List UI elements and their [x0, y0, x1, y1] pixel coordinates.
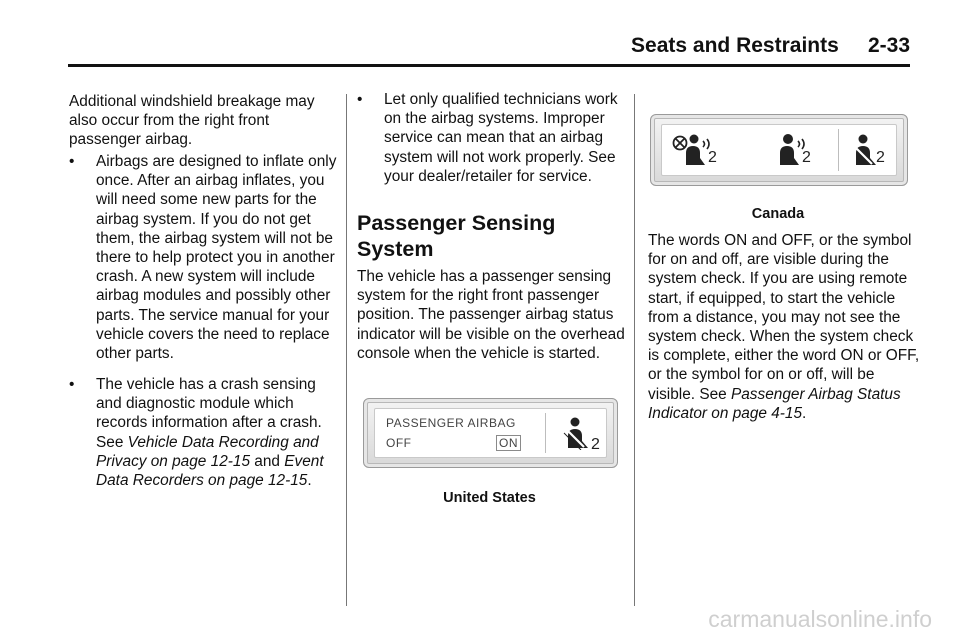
seated-passenger-belt-icon [848, 133, 878, 167]
panel-label-off: OFF [386, 436, 412, 450]
panel-separator [545, 413, 546, 453]
bullet-dot: • [69, 153, 75, 170]
panel-label-passenger-airbag: PASSENGER AIRBAG [386, 416, 516, 430]
canada-caption: Canada [751, 206, 805, 222]
page-header-title: Seats and Restraints 2-33 [631, 34, 910, 57]
column-divider-right [634, 94, 635, 606]
canada-airbag-status-panel [650, 114, 908, 186]
bullet-text: Airbags are designed to inflate only once. After an airbag inflates, you will need some new parts for the airbag system. If you do not get them, the airbag system will not be there to help protect you in another crash. A new system will include airbag modules and possibly other parts. The service manual for your vehicle covers the need to replace other parts. [96, 153, 337, 363]
bullet-dot: • [357, 91, 363, 108]
bullet-text: Let only qualified technicians work on the airbag systems. Improper service can mean that an airbag system will not work properly. See your dealer/retailer for service. [384, 91, 618, 185]
bullet-text-end: . [307, 472, 312, 490]
watermark: carmanualsonline.info [708, 606, 932, 632]
system-check-text-end: . [802, 404, 807, 422]
bullet-dot: • [69, 376, 75, 393]
column-divider-left [346, 94, 347, 606]
link-event-data-recorders[interactable]: Event Data Recorders on page 12-15 [96, 452, 324, 490]
us-panel-display [374, 408, 607, 458]
seat-number: 2 [591, 436, 601, 453]
seated-passenger-belt-icon [559, 416, 591, 450]
section-heading: Passenger Sensing System [357, 211, 556, 261]
passenger-sensing-paragraph: The vehicle has a passenger sensing system for the right front passenger position. The passenger airbag status indicator will be visible on the overhead console when the vehicle is started. [357, 268, 625, 362]
seat-number: 2 [802, 149, 812, 166]
us-caption: United States [443, 490, 536, 506]
bullet-text [96, 375, 340, 490]
panel-separator [838, 129, 839, 171]
seat-number: 2 [876, 149, 886, 166]
link-vehicle-data-recording[interactable]: Vehicle Data Recording and Privacy on page 12-15 [96, 433, 319, 470]
link-passenger-airbag-status-indicator[interactable]: Passenger Airbag Status Indicator on page 4-15 [648, 385, 901, 422]
seat-number: 2 [708, 149, 718, 166]
intro-paragraph: Additional windshield breakage may also occur from the right front passenger airbag. [69, 93, 315, 149]
canada-panel-display [661, 124, 897, 176]
system-check-paragraph [648, 231, 920, 423]
bullet-text-and: and [250, 452, 285, 470]
system-check-text: The words ON and OFF, or the symbol for on and off, are visible during the system check. If you are using remote start, if equipped, to start the vehicle from a distance, you may not see the system check. When the system check is complete, either the word ON or OFF, or the symbol for on or off, will be visible. See [648, 232, 920, 403]
panel-label-on: ON [496, 435, 521, 451]
us-airbag-status-panel [363, 398, 618, 468]
bullet-text-start: The vehicle has a crash sensing and diagnostic module which records information after a crash. See [96, 376, 322, 451]
header-rule [68, 64, 910, 67]
